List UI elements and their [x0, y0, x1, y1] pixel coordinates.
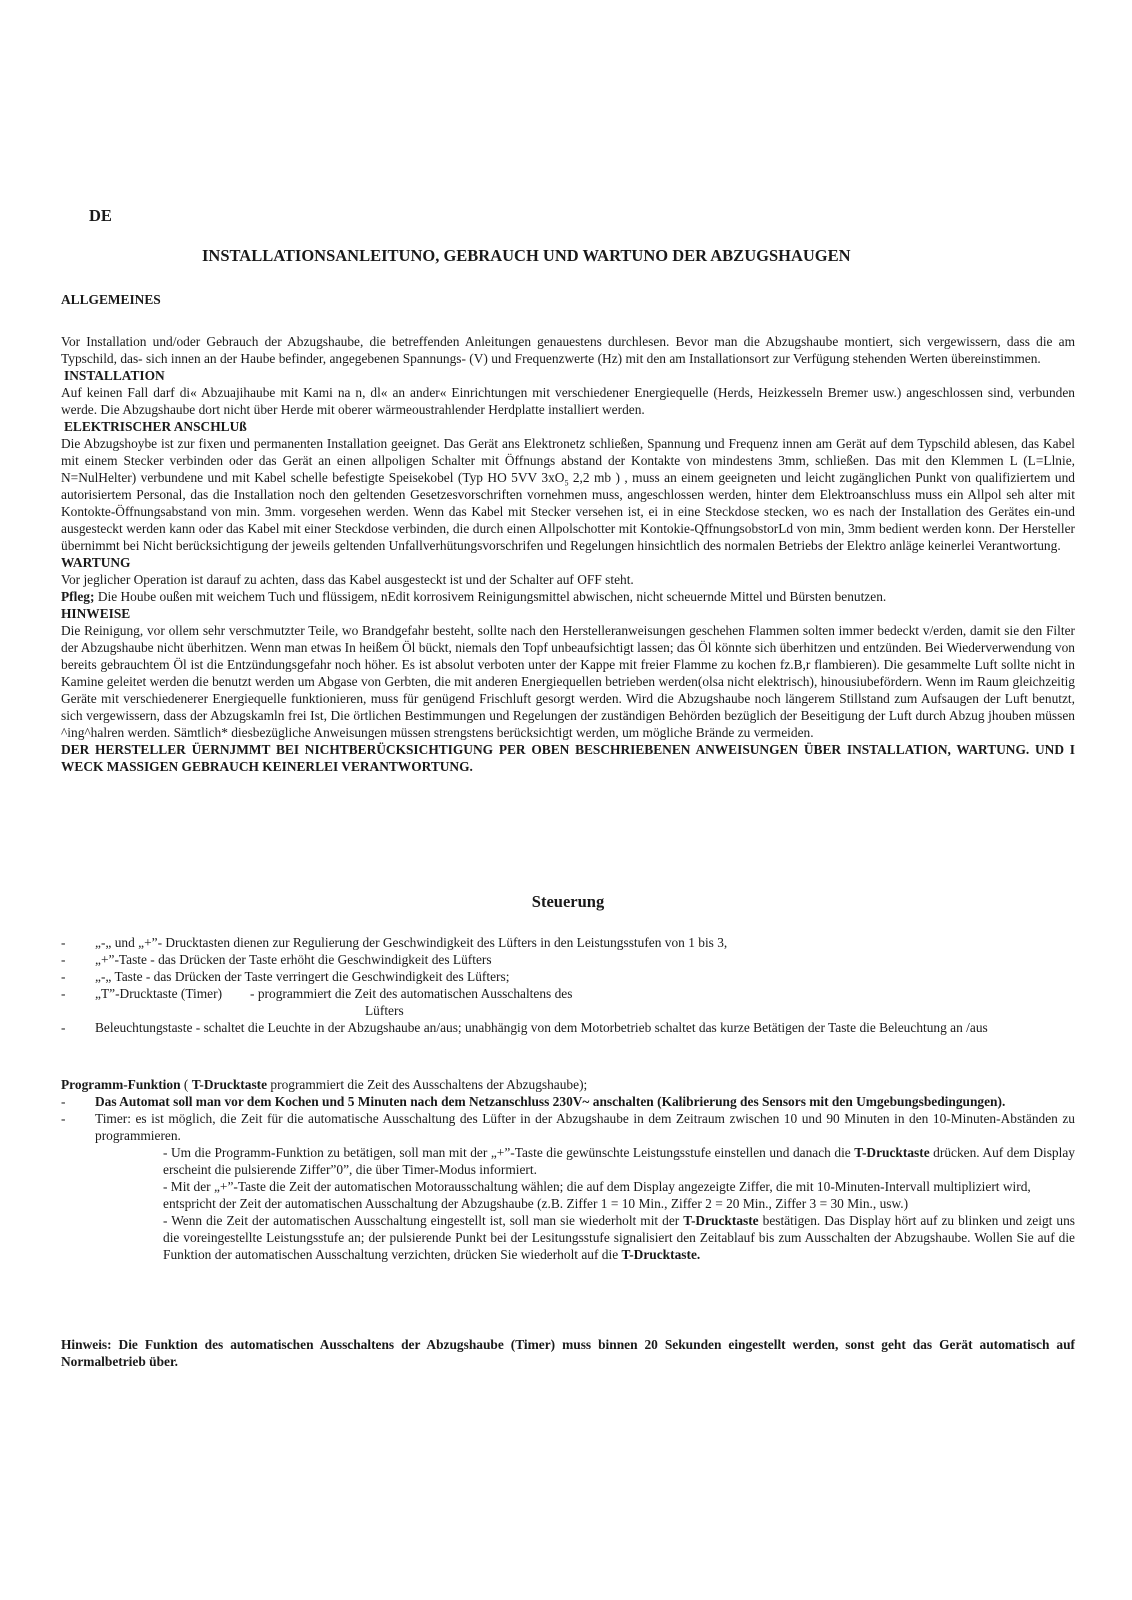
installation-paragraph: Auf keinen Fall darf di« Abzuajihaube mit Kami na n, dl« an ander« Einrichtungen mit verschiedener Energiequelle (Herds, Heizkesseln Bremer usw.) angeschlossen sind, verbunden werde. Die Abzugshaube dort nicht über Herde mit oberer wärmeoustrahlender Herdplatte installiert werden. — [61, 385, 1075, 417]
notes-heading: HINWEISE — [61, 606, 131, 621]
care-paragraph — [61, 588, 1075, 605]
list-item — [61, 1093, 1075, 1110]
step1-text-b: drücken. Auf dem Display erscheint die pulsierende Ziffer”0”, die über Timer-Modus informiert. — [163, 1145, 1075, 1177]
program-step-select: - Mit der „+”-Taste die Zeit der automatischen Motorausschaltung wählen; die auf dem Display angezeigte Ziffer, die mit 10-Minuten-Intervall multipliziert wird, — [163, 1179, 1031, 1194]
controls-title: Steuerung — [531, 892, 605, 911]
general-heading: ALLGEMEINES — [61, 292, 161, 307]
control-item-plus: „+”-Taste - das Drücken der Taste erhöht die Geschwindigkeit des Lüfters — [95, 952, 492, 967]
list-item — [61, 951, 1075, 968]
document-title: INSTALLATIONSANLEITUNO, GEBRAUCH UND WARTUNO DER ABZUGSHAUGEN — [202, 246, 851, 265]
step1-text-a: - Um die Programm-Funktion zu betätigen, soll man mit der „+”-Taste die gewünschte Leistungsstufe einstellen und danach die — [163, 1145, 855, 1160]
list-dash: - — [61, 986, 66, 1001]
list-item — [61, 934, 1075, 951]
timer-description-continued: Lüfters — [365, 1003, 404, 1018]
electric-subscript: 5 — [564, 478, 569, 488]
list-item — [61, 1110, 1075, 1144]
step4-key: T-Drucktaste — [683, 1213, 759, 1228]
list-dash: - — [61, 969, 66, 984]
program-intro-text: programmiert die Zeit des Ausschaltens der Abzugshaube); — [267, 1077, 588, 1092]
program-step-example: entspricht der Zeit der automatischen Ausschaltung der Abzugshaube (z.B. Ziffer 1 = 10 Min., Ziffer 2 = 20 Min., Ziffer 3 = 30 Min., usw.) — [163, 1196, 909, 1211]
care-text: Die Hoube oußen mit weichem Tuch und flüssigem, nEdit korrosivem Reinigungsmittel abwischen, nicht scheuernde Mittel und Bürsten benutzen. — [94, 589, 887, 604]
program-label: Programm-Funktion — [61, 1077, 181, 1092]
step4-key-2: T-Drucktaste. — [621, 1247, 701, 1262]
program-key: T-Drucktaste — [191, 1077, 268, 1092]
installation-heading: INSTALLATION — [64, 368, 165, 383]
list-item — [61, 1019, 1075, 1036]
maintenance-paragraph: Vor jeglicher Operation ist darauf zu achten, dass das Kabel ausgesteckt ist und der Schalter auf OFF steht. — [61, 572, 634, 587]
step1-key: T-Drucktaste — [854, 1145, 930, 1160]
disclaimer: DER HERSTELLER ÜERNJMMT BEI NICHTBERÜCKSICHTIGUNG PER OBEN BESCHRIEBENEN ANWEISUNGEN ÜBER INSTALLATION, WARTUNG. UND I WECK MASSIGEN GEBRAUCH KEINERLEI VERANTWORTUNG. — [61, 742, 1075, 774]
control-item-timer — [95, 985, 1075, 1002]
electric-paragraph — [61, 435, 1075, 554]
language-code: DE — [89, 206, 112, 225]
program-bullet-timer: Timer: es ist möglich, die Zeit für die automatische Ausschaltung des Lüfter in der Abzugshaube in dem Zeitraum zwischen 10 und 90 Minuten in den 10-Minuten-Abständen zu programmieren. — [95, 1111, 1075, 1143]
timer-description: - programmiert die Zeit des automatischen Ausschaltens des — [250, 986, 573, 1001]
list-dash: - — [61, 1111, 66, 1126]
notes-paragraph: Die Reinigung, vor ollem sehr verschmutzter Teile, wo Brandgefahr besteht, sollte nach den Herstelleranweisungen geschehen Flammen solten immer bedeckt v/erden, damit sie den Filter der Abzugshaube nicht überhitzen. Wenn man etwas In heißem Öl bückt, niemals den Topf unbeaufsichtigt lassen; das Öl könnte sich überhitzen und entzünden. Bei Wiederverwendung von bereits gebrauchtem Öl ist die Entzündungsgefahr noch höher. Es ist absolut verboten unter der Kappe mit freier Flamme zu kochen fz.B,r flambieren). Die gesammelte Luft sollte nicht in Kamine geleitet werden die benutzt werden um Abgase von Gerbten, die mit anderen Energiequellen betrieben werden(olsa nicht elektrisch), hinousiubefördern. Wenn im Raum gleichzeitig Geräte mit verschiedenerer Energiequelle funktionieren, muss für genügend Frischluft gesorgt werden. Wird die Abzugshaube noch längerem Stillstand zum Aufsaugen der Luft benutzt, sich vergewissern, dass der Abzugskamln frei Ist, Die örtlichen Bestimmungen und Regelungen der zuständigen Behörden bezüglich der Beseitigung der Luft durch Abzug jhouben müssen ^ing^halren werden. Sämtlich* diesbezügliche Anweisungen müssen strengstens berücksichtigt werden, um mögliche Brände zu vermeiden. — [61, 623, 1075, 740]
control-item-light: Beleuchtungstaste - schaltet die Leuchte in der Abzugshaube an/aus; unabhängig von dem Motorbetrieb schaltet das kurze Betätigen der Taste die Beleuchtung an /aus — [95, 1020, 988, 1035]
program-step-confirm — [61, 1212, 1075, 1263]
list-dash: - — [61, 952, 66, 967]
step4-text-b: bestätigen. Das Display hört auf zu blinken und zeigt uns die voreingestellte Leistungsstufe an; der pulsierende Punkt bei der Lesitungsstufe signalisiert den Zeitablauf bis zum Ausschalten der Abzugshaube. Wollen Sie auf die Funktion der automatischen Ausschaltung verzichten, drücken Sie wiederholt auf die — [163, 1213, 1075, 1262]
electric-text-part-a: Die Abzugshoybe ist zur fixen und permanenten Installation geeignet. Das Gerät ans Elektronetz schließen, Spannung und Frequenz innen am Gerät auf dem Typschild ablesen, das Kabel mit einem Stecker verbinden oder das Gerät an einen allpoligen Schalter mit Öffnungs abstand der Kontakte von mindestens 3mm, schließen. Das mit den Klemmen L (L=Llnie, N=NulHelter) verbundene und mit Kabel schelle befestigte Speisekobel (Typ HO 5VV 3xO — [61, 436, 1075, 485]
list-item — [61, 968, 1075, 985]
controls-list — [61, 934, 1075, 1036]
electric-heading: ELEKTRISCHER ANSCHLUß — [64, 419, 247, 434]
control-item-minus: „-„ Taste - das Drücken der Taste verringert die Geschwindigkeit des Lüfters; — [95, 969, 510, 984]
main-text-block — [61, 333, 1075, 775]
list-dash: - — [61, 1094, 66, 1109]
control-item-speed: „-„ und „+”- Drucktasten dienen zur Regulierung der Geschwindigkeit des Lüfters in den Leistungsstufen von 1 bis 3, — [95, 935, 728, 950]
timer-label: „T”-Drucktaste (Timer) — [95, 986, 223, 1001]
program-open: ( — [180, 1077, 192, 1092]
final-note: Hinweis: Die Funktion des automatischen Ausschaltens der Abzugshaube (Timer) muss binnen 20 Sekunden eingestellt werden, sonst geht das Gerät automatisch auf Normalbetrieb über. — [61, 1337, 1075, 1369]
program-bullet-calibration: Das Automat soll man vor dem Kochen und 5 Minuten nach dem Netzanschluss 230V~ anschalten (Kalibrierung des Sensors mit den Umgebungsbedingungen). — [95, 1094, 1006, 1109]
list-dash: - — [61, 1020, 66, 1035]
care-label: Pfleg; — [61, 589, 95, 604]
general-paragraph: Vor Installation und/oder Gebrauch der Abzugshaube, die betreffenden Anleitungen genauestens durchlesen. Bevor man die Abzugshaube montiert, sich vergewissern, dass die am Typschild, das- sich innen an der Haube befinder, angegebenen Spannungs- (V) und Frequenzwerte (Hz) mit den am Installationsort zur Verfügung stehenden Werten übereinstimmen. — [61, 334, 1075, 366]
program-function-section — [61, 1076, 1075, 1263]
electric-text-part-b: 2,2 mb ) , muss an einem geeigneten und leicht zugänglichen Punkt von qualifiziertem und autorisiertem Personal, das die Installation noch den geltenden Gesetzesvorschriften vornehmen muss, angeschlossen werden, hinter dem Elektroanschluss muss ein Allpol seh alter mit Kontokte-Öffnungsabstand von min. 3mm. vorgesehen werden. Wenn das Kabel mit Stecker versehen ist, ei in eine Steckdose stecken, wo es nach der Installation des Gerätes ein-und ausgesteckt werden kann oder das Kabel mit einer Steckdose verbinden, die durch einen Allpolschotter mit Kontokie-QffnungsobstorLd von min, 3mm bedient werden konn. Der Hersteller übernimmt bei Nicht berücksichtigung der jeweils geltenden Unfallverhütungsvorschrifen und Regelungen hinsichtlich des normalen Betriebs der Elektro anläge keinerlei Verantwortung. — [61, 470, 1075, 553]
list-dash: - — [61, 935, 66, 950]
program-intro — [61, 1076, 1075, 1093]
maintenance-heading: WARTUNG — [61, 555, 131, 570]
step4-text-a: - Wenn die Zeit der automatischen Ausschaltung eingestellt ist, soll man sie wiederholt mit der — [163, 1213, 684, 1228]
list-item — [61, 985, 1075, 1002]
program-step-activate — [61, 1144, 1075, 1178]
